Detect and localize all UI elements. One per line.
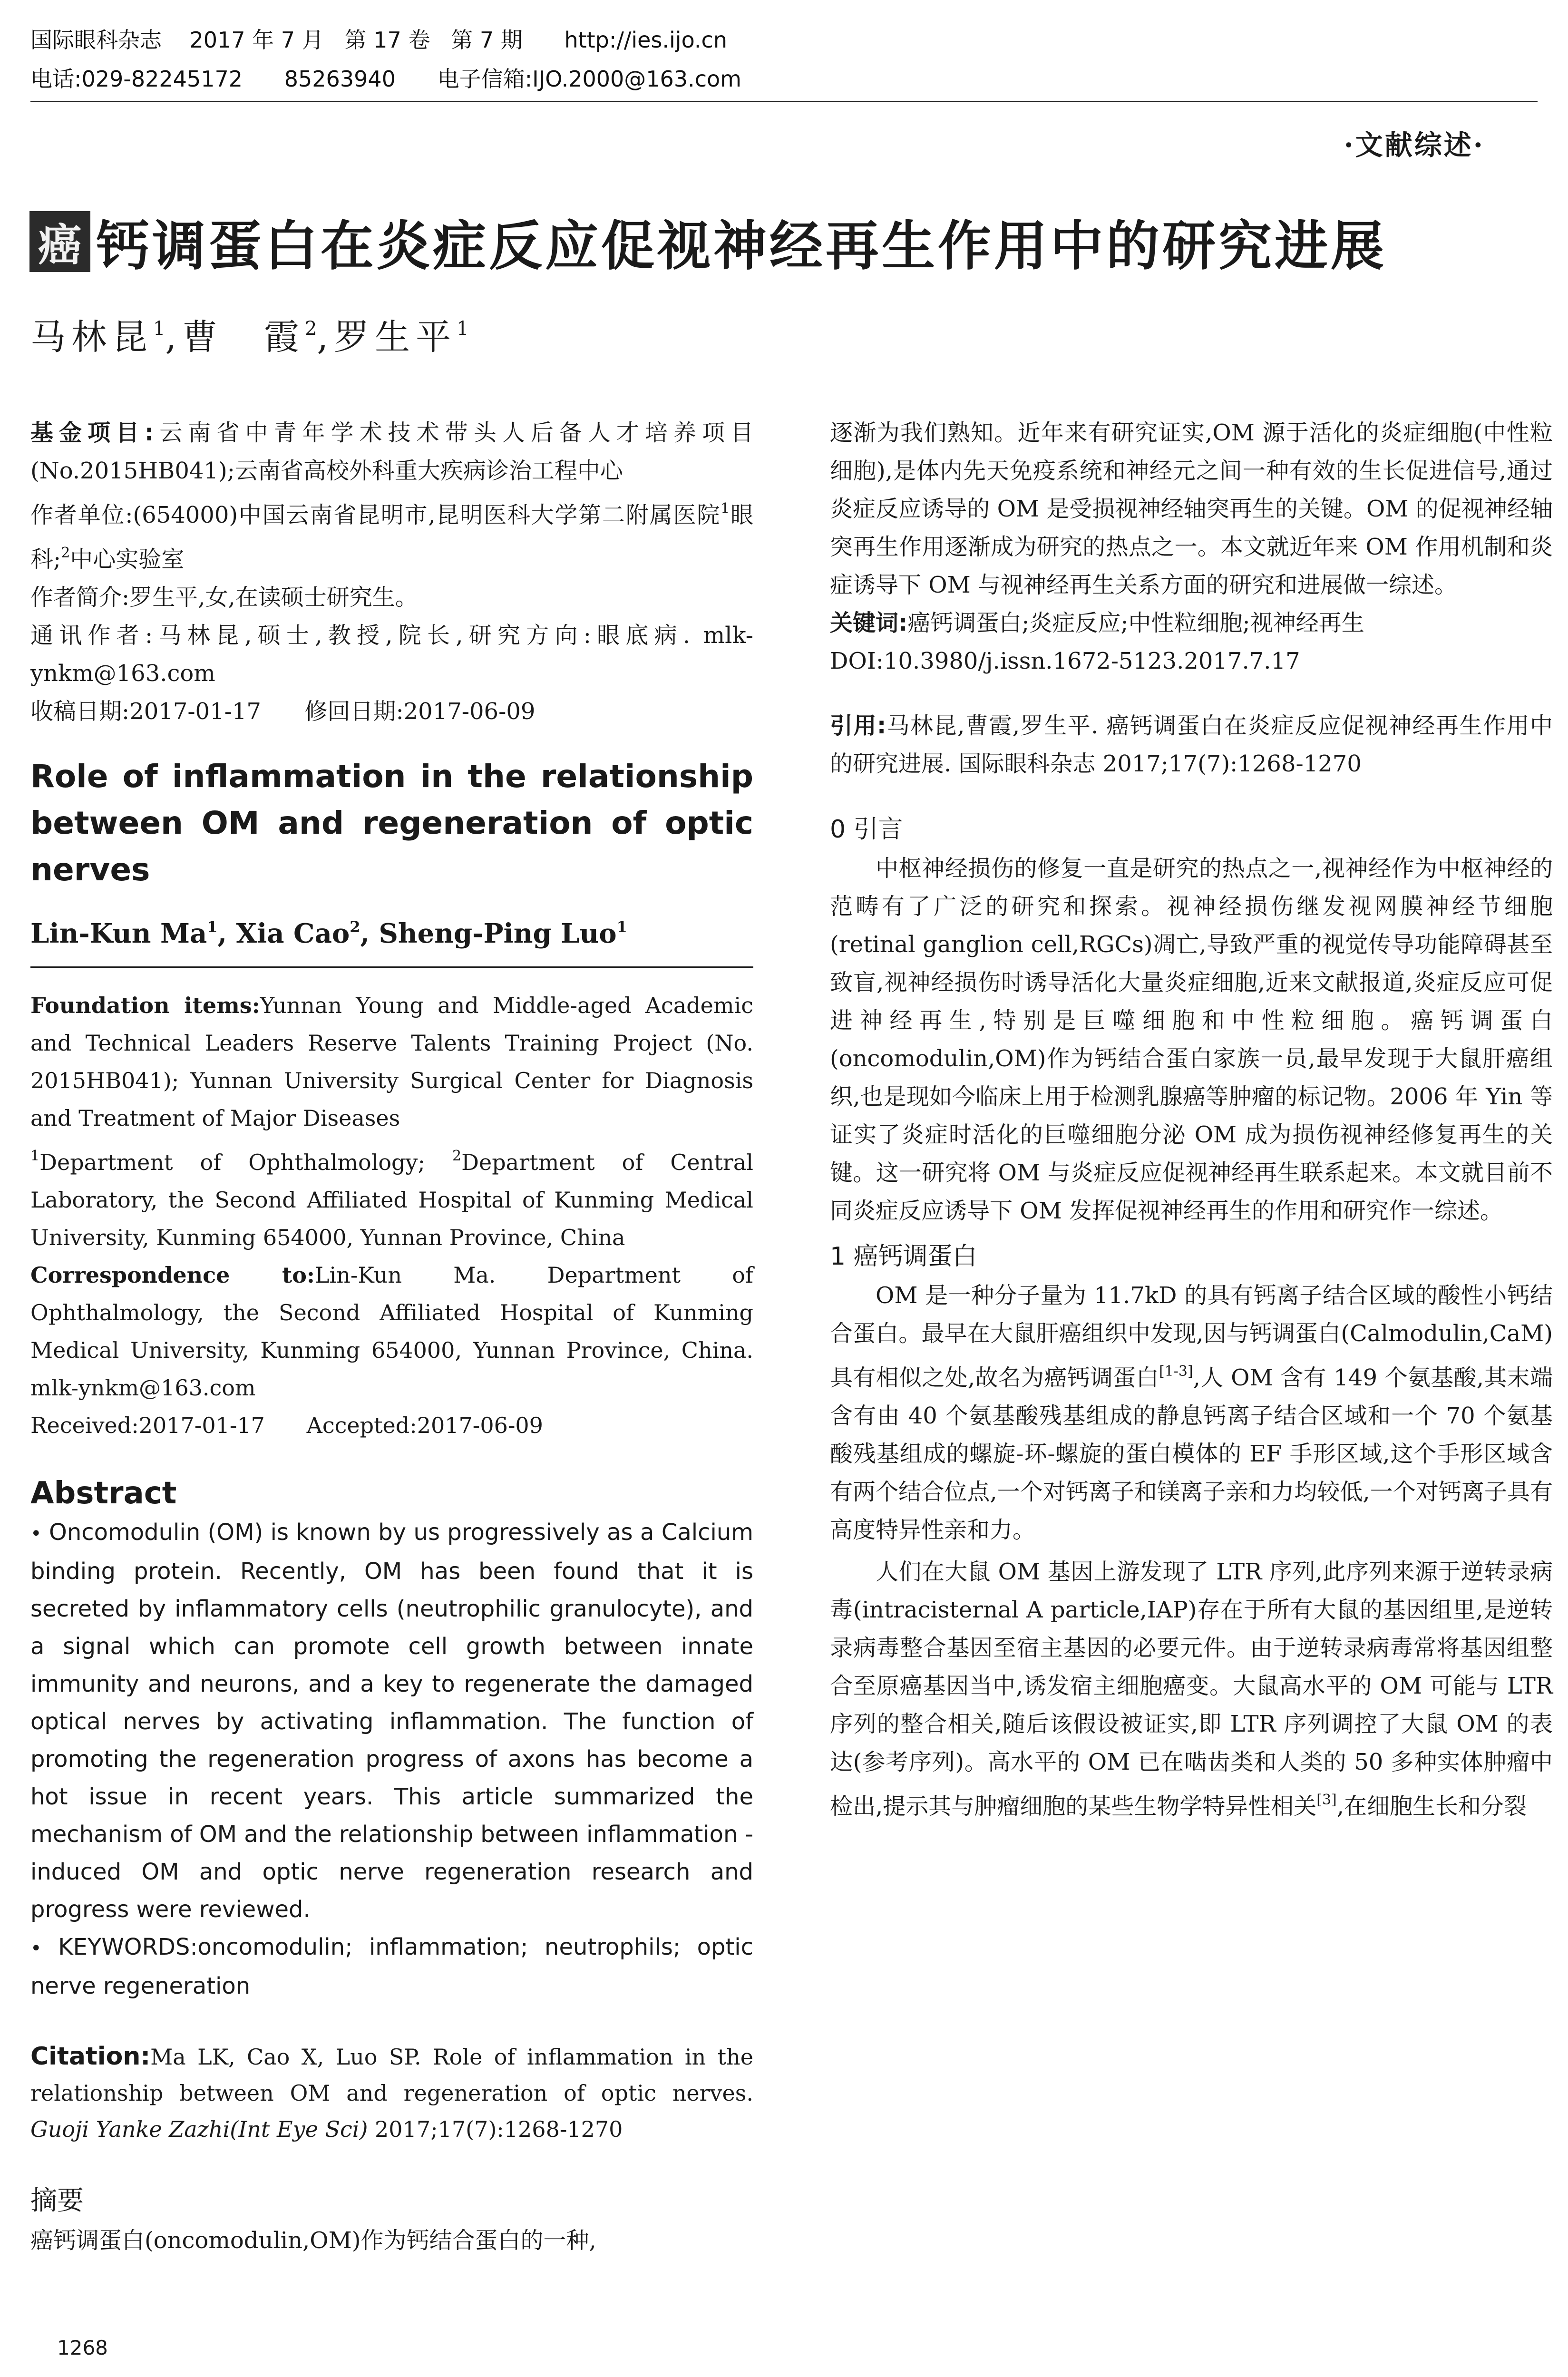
unit-text: 眼科; — [30, 502, 753, 573]
keywords-label: KEYWORDS: — [58, 1934, 198, 1960]
bullet-icon: • — [30, 1938, 42, 1959]
journal-header-line1: 国际眼科杂志 2017 年 7 月 第 17 卷 第 7 期 http://ies.ijo.cn — [30, 27, 727, 53]
citation-text: 2017;17(7):1268-1270 — [368, 2116, 623, 2142]
authors-zh: 马林昆$^1$,曹 霞$^2$,罗生平$^1$ — [30, 317, 469, 358]
doi: DOI:10.3980/j.issn.1672-5123.2017.7.17 — [830, 648, 1300, 674]
unit-sup: 2 — [61, 545, 70, 561]
section-0-heading: 0 引言 — [830, 815, 903, 844]
citation-journal: Guoji Yanke Zazhi(Int Eye Sci) — [30, 2116, 368, 2142]
author-affil-sup: 1 — [153, 318, 166, 340]
article-info-zh — [30, 414, 753, 731]
correspondence-text: 马林昆,硕士,教授,院长,研究方向:眼底病. mlk-ynkm@163.com — [30, 622, 753, 687]
english-title: Role of inflammation in the relationship between OM and regeneration of optic nerves — [30, 758, 753, 888]
section-1-paragraph-2 — [830, 1553, 1553, 1825]
dept-text: Department of Ophthalmology; — [39, 1150, 453, 1175]
citation-zh-label: 引用: — [830, 712, 886, 739]
author-name: 马林昆 — [30, 317, 153, 358]
correspondence-label: 通讯作者: — [30, 622, 153, 649]
section-1-heading: 1 癌钙调蛋白 — [830, 1242, 977, 1271]
fund-label: 基金项目: — [30, 419, 154, 446]
right-column — [830, 414, 1553, 1825]
header-rule — [30, 101, 1538, 102]
author-affil-sup: 1 — [207, 918, 218, 936]
bio-label: 作者简介: — [30, 584, 130, 611]
zh-abstract-heading: 摘要 — [30, 2185, 84, 2216]
title-highlight-char: 癌 — [29, 211, 90, 272]
paragraph-text: 人们在大鼠 OM 基因上游发现了 LTR 序列,此序列来源于逆转录病毒(intracisternal A particle,IAP)存在于所有大鼠的基因组里,是逆转录病毒整合基因至宿主基因的必要元件。由于逆转录病毒常将基因组整合至原癌基因当中,诱发宿主细胞癌变。大鼠高水平的 OM 可能与 LTR 序列的整合相关,随后该假设被证实,即 LTR 序列调控了大鼠 OM 的表达(参考序列)。高水平的 OM 已在啮齿类和人类的 50 多种实体肿瘤中检出,提示其与肿瘤细胞的某些生物学特异性相关 — [830, 1559, 1553, 1820]
unit-sup: 1 — [721, 500, 730, 517]
dates-en: Received:2017-01-17 Accepted:2017-06-09 — [30, 1413, 543, 1438]
foundation-text: Yunnan Young and Middle-aged Academic and Technical Leaders Reserve Talents Training Project (No. 2015HB041); Yunnan University Surgical Center for Diagnosis and Treatment of Major Diseases — [30, 993, 753, 1131]
author-name: 曹 霞 — [182, 317, 305, 358]
zh-keywords — [830, 604, 1553, 642]
fund-text: 云南省中青年学术技术带头人后备人才培养项目(No.2015HB041);云南省高校外科重大疾病诊治工程中心 — [30, 419, 753, 484]
unit-text: (654000)中国云南省昆明市,昆明医科大学第二附属医院 — [133, 502, 721, 528]
authors-en — [30, 918, 753, 949]
paragraph-text: ,在细胞生长和分裂 — [1336, 1793, 1527, 1820]
author-name: , Xia Cao — [217, 918, 350, 949]
article-title — [29, 204, 1387, 280]
journal-header-line2: 电话:029-82245172 85263940 电子信箱:IJO.2000@163.com — [30, 66, 741, 92]
reference-sup: [3] — [1316, 1792, 1337, 1808]
section-0-paragraph: 中枢神经损伤的修复一直是研究的热点之一,视神经作为中枢神经的范畴有了广泛的研究和探索。视神经损伤继发视网膜神经节细胞(retinal ganglion cell,RGCs)凋亡,导致严重的视觉传导功能障碍甚至致盲,视神经损伤时诱导活化大量炎症细胞,近来文献报道,炎症反应可促进神经再生,特别是巨噬细胞和中性粒细胞。癌钙调蛋白(oncomodulin,OM)作为钙结合蛋白家族一员,最早发现于大鼠肝癌组织,也是现如今临床上用于检测乳腺癌等肿瘤的标记物。2006 年 Yin 等证实了炎症时活化的巨噬细胞分泌 OM 成为损伤视神经修复再生的关键。这一研究将 OM 与炎症反应促视神经再生联系起来。本文就目前不同炎症反应诱导下 OM 发挥促视神经再生的作用和研究作一综述。 — [830, 855, 1553, 1224]
zh-keywords-label: 关键词: — [830, 610, 908, 636]
abstract-body — [30, 1514, 753, 2005]
unit-text: 中心实验室 — [70, 546, 185, 573]
citation-label: Citation: — [30, 2042, 151, 2071]
author-name: , Sheng-Ping Luo — [360, 918, 617, 949]
citation-zh — [830, 707, 1553, 783]
correspondence-label-en: Correspondence to: — [30, 1262, 315, 1288]
section-1-paragraph-1 — [830, 1276, 1553, 1549]
bullet-icon: • — [30, 1523, 42, 1545]
citation-en — [30, 2038, 753, 2147]
author-affil-sup: 1 — [456, 318, 469, 340]
author-name: Lin-Kun Ma — [30, 918, 207, 949]
page-number: 1268 — [57, 2336, 108, 2359]
zh-keywords-text: 癌钙调蛋白;炎症反应;中性粒细胞;视神经再生 — [907, 610, 1364, 636]
paragraph-text: OM 是一种分子量为 11.7kD 的具有钙离子结合区域的酸性小钙结合蛋白。最早在大鼠肝癌组织中发现,因与钙调蛋白(Calmodulin,CaM)具有相似之处,故名为癌钙调蛋白 — [830, 1282, 1553, 1391]
abstract-text: Oncomodulin (OM) is known by us progressively as a Calcium binding protein. Recently, OM has been found that it is secreted by inflammatory cells (neutrophilic granulocyte), and a signal which can promote cell growth between innate immunity and neurons, and a key to regenerate the damaged optical nerves by activating inflammation. The function of promoting the regeneration progress of axons has become a hot issue in recent years. This article summarized the mechanism of OM and the relationship between inflammation - induced OM and optic nerve regeneration research and progress were reviewed. — [30, 1519, 753, 1923]
author-name: 罗生平 — [333, 317, 457, 358]
left-column — [30, 414, 753, 2260]
dept-sup: 1 — [30, 1148, 40, 1164]
citation-zh-text: 马林昆,曹霞,罗生平. 癌钙调蛋白在炎症反应促视神经再生作用中的研究进展. 国际眼科杂志 2017;17(7):1268-1270 — [830, 712, 1553, 777]
dates-zh: 收稿日期:2017-01-17 修回日期:2017-06-09 — [30, 698, 536, 725]
title-text: 钙调蛋白在炎症反应促视神经再生作用中的研究进展 — [96, 215, 1387, 277]
zh-abstract-start: 癌钙调蛋白(oncomodulin,OM)作为钙结合蛋白的一种, — [30, 2227, 596, 2254]
dept-text: Department of Central Laboratory, the Second Affiliated Hospital of Kunming Medical University, Kunming 654000, Yunnan Province, China — [30, 1150, 753, 1250]
foundation-label: Foundation items: — [30, 993, 260, 1018]
section-rule — [30, 966, 753, 968]
paragraph-text: ,人 OM 含有 149 个氨基酸,其末端含有由 40 个氨基酸残基组成的静息钙离子结合区域和一个 70 个氨基酸残基组成的螺旋-环-螺旋的蛋白模体的 EF 手形区域,这个手形区域含有两个结合位点,一个对钙离子和镁离子亲和力均较低,一个对钙离子具有高度特异性亲和力。 — [830, 1364, 1553, 1543]
unit-label: 作者单位: — [30, 502, 133, 528]
zh-abstract-cont: 逐渐为我们熟知。近年来有研究证实,OM 源于活化的炎症细胞(中性粒细胞),是体内先天免疫系统和神经元之间一种有效的生长促进信号,通过炎症反应诱导的 OM 是受损视神经轴突再生的关键。OM 的促视神经轴突再生作用逐渐成为研究的热点之一。本文就近年来 OM 作用机制和炎症诱导下 OM 与视神经再生关系方面的研究和进展做一综述。 — [830, 419, 1553, 598]
keywords-text: oncomodulin; inflammation; neutrophils; optic nerve regeneration — [30, 1934, 753, 1999]
bio-text: 罗生平,女,在读硕士研究生。 — [129, 584, 418, 611]
author-affil-sup: 2 — [304, 318, 317, 340]
article-info-en — [30, 987, 753, 1444]
citation-text: Ma LK, Cao X, Luo SP. Role of inflammation in the relationship between OM and regeneration of optic nerves. — [30, 2044, 753, 2106]
author-affil-sup: 1 — [616, 918, 627, 936]
dept-sup: 2 — [452, 1148, 462, 1164]
author-affil-sup: 2 — [350, 918, 360, 936]
correspondence-text-en: Lin-Kun Ma. Department of Ophthalmology, the Second Affiliated Hospital of Kunming Medical University, Kunming 654000, Yunnan Province, China. mlk-ynkm@163.com — [30, 1262, 754, 1401]
reference-sup: [1-3] — [1159, 1363, 1193, 1380]
column-tag: ·文献综述· — [1344, 129, 1485, 161]
abstract-heading: Abstract — [30, 1476, 177, 1511]
